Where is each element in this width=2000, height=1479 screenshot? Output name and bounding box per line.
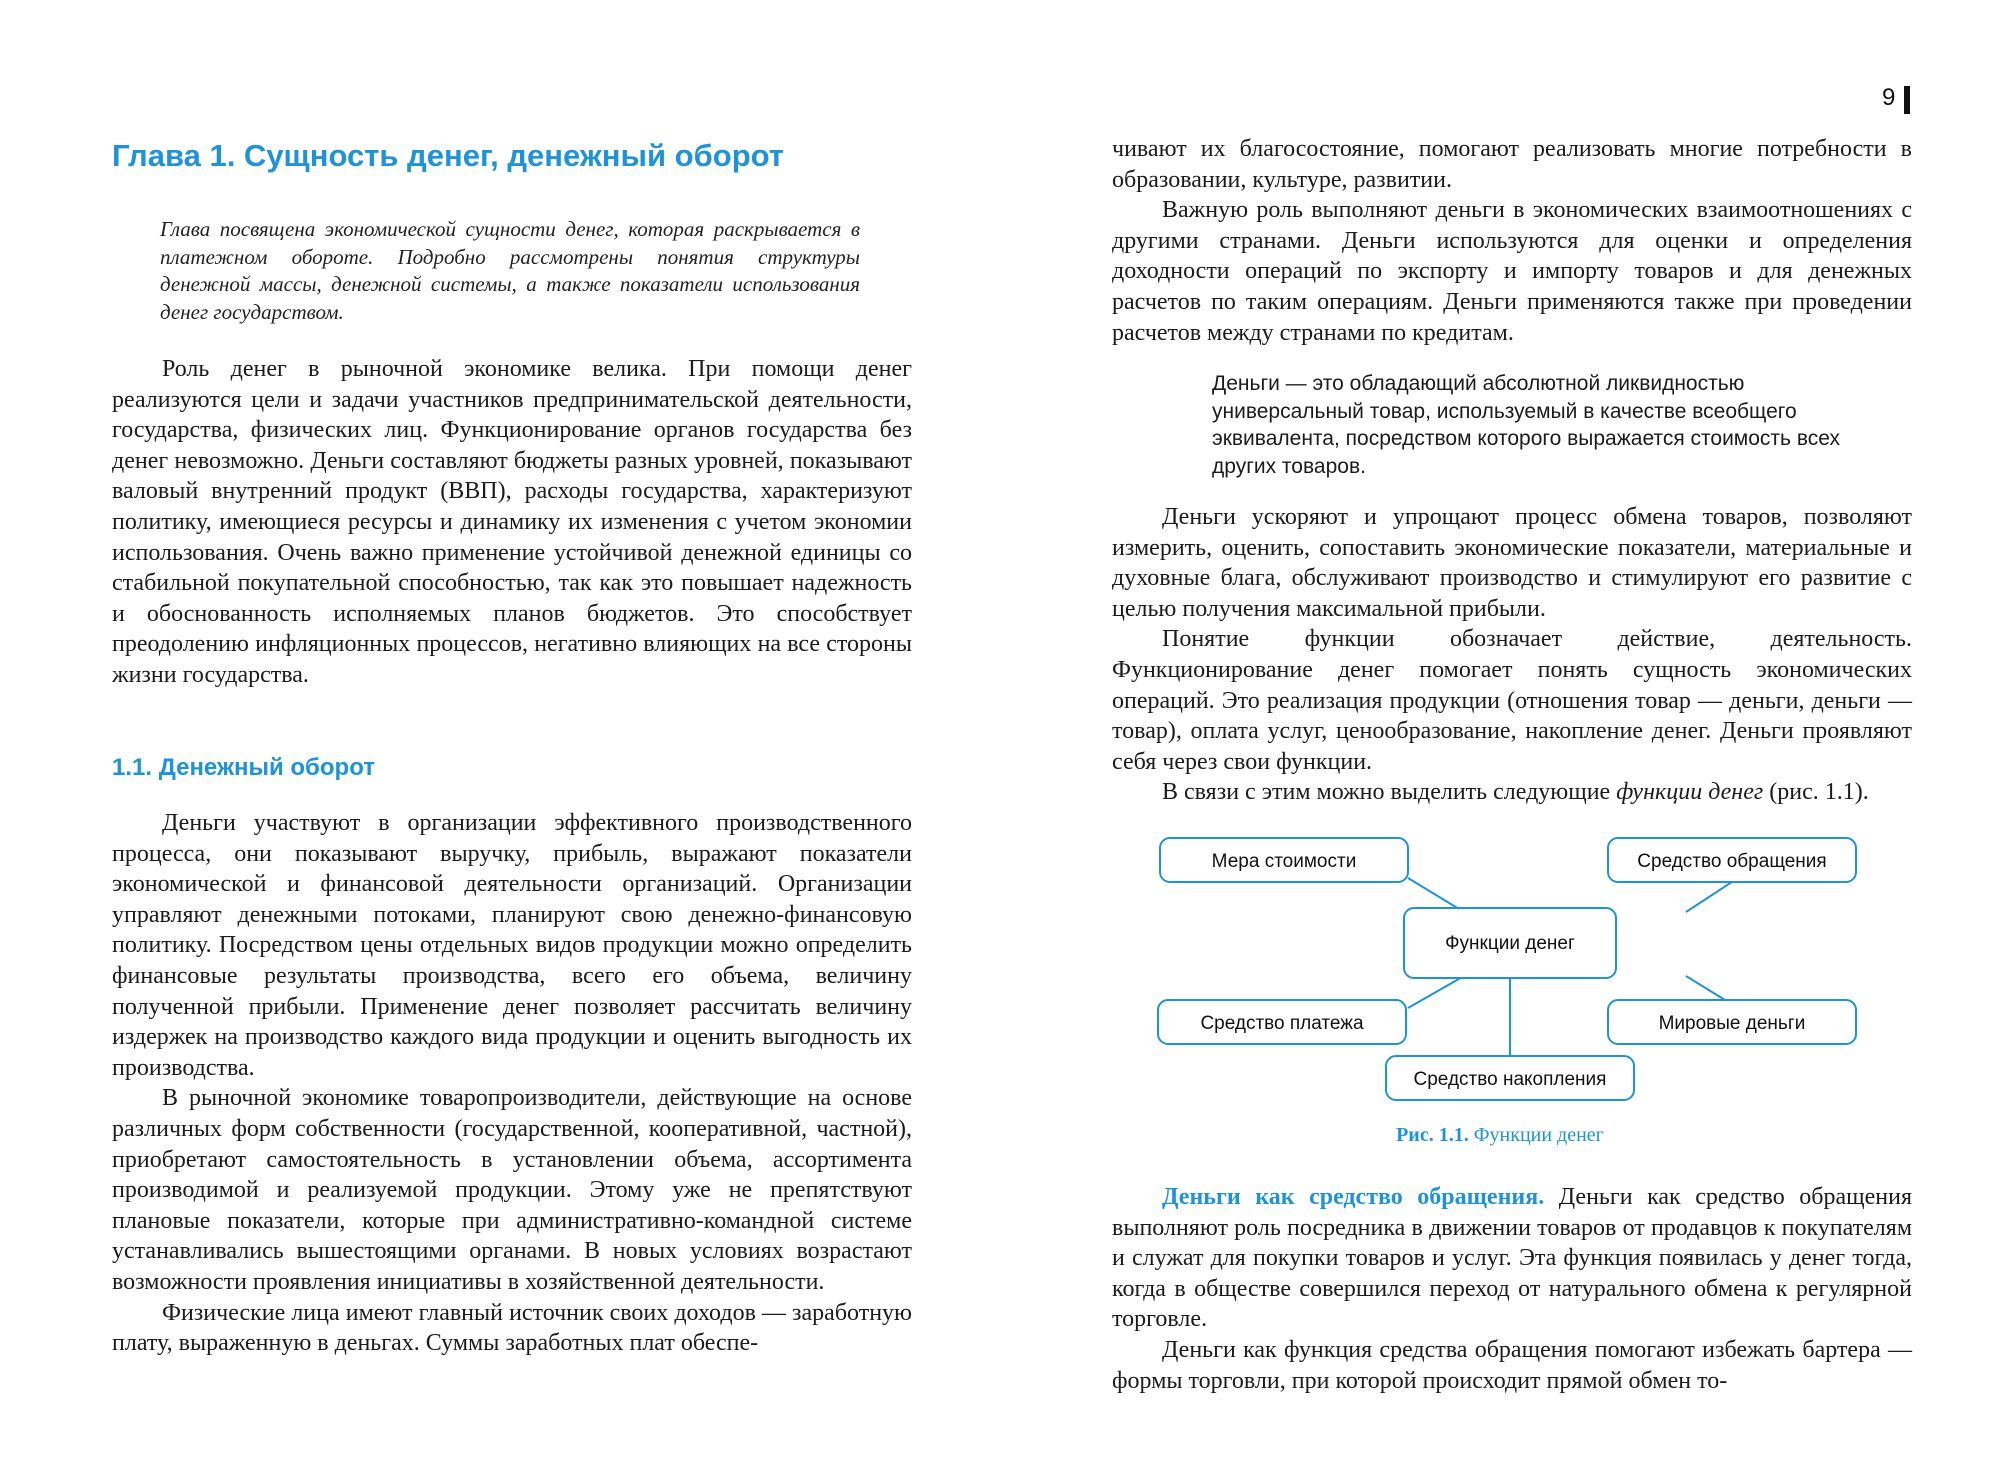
section-body bbox=[112, 808, 912, 1359]
intro-paragraph: Роль денег в рыночной экономике велика. При помощи денег реализуются цели и задачи участников предпринимательской деятельности, государства, физических лиц. Функционирование органов государства без денег невозможно. Деньги составляют бюджеты разных уровней, показывают валовый внутренний продукт (ВВП), расходы государства, характеризуют политику, имеющиеся ресурсы и динамику их изменения с учетом экономии использования. Очень важно применение устойчивой денежной единицы со стабильной покупательной способностью, так как это повышает надежность и обоснованность исполняемых планов бюджетов. Это способствует преодолению инфляционных процессов, негативно влияющих на все стороны жизни государства. bbox=[112, 356, 912, 688]
section-title: 1.1. Денежный оборот bbox=[112, 754, 376, 781]
circulation-heading: Деньги как средство обращения. bbox=[1162, 1184, 1545, 1210]
circulation-section bbox=[1112, 1182, 1912, 1396]
node-bottom-label: Средство накопления bbox=[1413, 1069, 1607, 1090]
section-paragraph: В рыночной экономике товаропроизводители, действующие на основе различных форм собственности (государственной, кооперативной, частной), приобретают самостоятельность в установлении объема, ассортимента производимой и реализуемой продукции. Этому уже не препятствуют плановые показатели, которые при административно-командной системе устанавливались вышестоящими органами. В новых условиях возрастают возможности проявления инициативы в хозяйственной деятельности. bbox=[112, 1085, 912, 1295]
figure-intro-after: (рис. 1.1). bbox=[1763, 779, 1869, 806]
section-paragraph: Физические лица имеют главный источник своих доходов — заработную плату, выраженную в деньгах. Суммы заработных плат обеспе- bbox=[112, 1299, 912, 1357]
figure-intro-italic: функции денег bbox=[1616, 779, 1764, 806]
node-top-left-label: Мера стоимости bbox=[1211, 851, 1357, 872]
chapter-abstract: Глава посвящена экономической сущности денег, которая раскрывается в платежном обороте. Подробно рассмотрены понятия структуры денежной массы, денежной системы, а также показатели использования денег государством. bbox=[160, 217, 860, 324]
node-top-right-label: Средство обращения bbox=[1637, 851, 1827, 872]
circulation-paragraph bbox=[1112, 1182, 1912, 1335]
figure-caption-label: Рис. 1.1. bbox=[1396, 1124, 1469, 1146]
node-bottom-left-label: Средство платежа bbox=[1200, 1013, 1364, 1034]
right-page bbox=[1000, 0, 2000, 1479]
node-center-label: Функции денег bbox=[1445, 933, 1575, 954]
connector-top-right bbox=[1686, 878, 1738, 912]
section-paragraph: Деньги участвуют в организации эффективного производственного процесса, они показывают выручку, прибыль, выражают показатели экономической и финансовой деятельности организаций. Организации управляют денежными потоками, планируют свою денежно-финансовую политику. Посредством цены отдельных видов продукции можно определить финансовые результаты производства, всего его объема, величину полученной прибыли. Применение денег позволяет рассчитать величину издержек на производство каждого вида продукции и оценить выгодность их производства. bbox=[112, 810, 912, 1081]
chapter-title: Глава 1. Сущность денег, денежный оборот bbox=[112, 138, 784, 173]
connector-bottom-left bbox=[1408, 976, 1464, 1008]
paragraph: Важную роль выполняют деньги в экономических взаимоотношениях с другими странами. Деньги используются для оценки и определения доходности операций по экспорту и импорту товаров и для денежных расчетов по таким операциям. Деньги применяются также при проведении расчетов между странами по кредитам. bbox=[1112, 197, 1912, 346]
figure-caption bbox=[1000, 1124, 2000, 1147]
continued-paragraph: чивают их благосостояние, помогают реализовать многие потребности в образовании, культуре, развитии. bbox=[1112, 136, 1912, 193]
paragraph: Понятие функции обозначает действие, деятельность. Функционирование денег помогает понять сущность экономических операций. Это реализация продукции (отношения товар — деньги, деньги — товар), оплата услуг, ценообразование, накопление денег. Деньги проявляют себя через свои функции. bbox=[1112, 626, 1912, 775]
node-bottom-right-label: Мировые деньги bbox=[1658, 1013, 1806, 1034]
page-number: 9 bbox=[1882, 84, 1896, 111]
circulation-text: Деньги как средство обращения выполняют роль посредника в движении товаров от продавцов к покупателям и служат для покупки товаров и услуг. Эта функция появилась у денег тогда, когда в обществе совершился переход от натурального обмена к регулярной торговле. bbox=[1112, 1184, 1912, 1333]
money-definition: Деньги — это обладающий абсолютной ликвидностью универсальный товар, используемый в качестве всеобщего эквивалента, посредством которого выражается стоимость всех других товаров. bbox=[1212, 372, 1840, 478]
last-paragraph: Деньги как функция средства обращения помогают избежать бартера — формы торговли, при которой происходит прямой обмен то- bbox=[1112, 1336, 1912, 1394]
connector-top-left bbox=[1408, 878, 1464, 912]
figure-caption-text: Функции денег bbox=[1468, 1124, 1604, 1146]
paragraph: Деньги ускоряют и упрощают процесс обмена товаров, позволяют измерить, оценить, сопоставить экономические показатели, материальные и духовные блага, обслуживают производство и стимулируют его развитие с целью получения максимальной прибыли. bbox=[1112, 504, 1912, 622]
figure-intro-before: В связи с этим можно выделить следующие bbox=[1162, 779, 1617, 806]
